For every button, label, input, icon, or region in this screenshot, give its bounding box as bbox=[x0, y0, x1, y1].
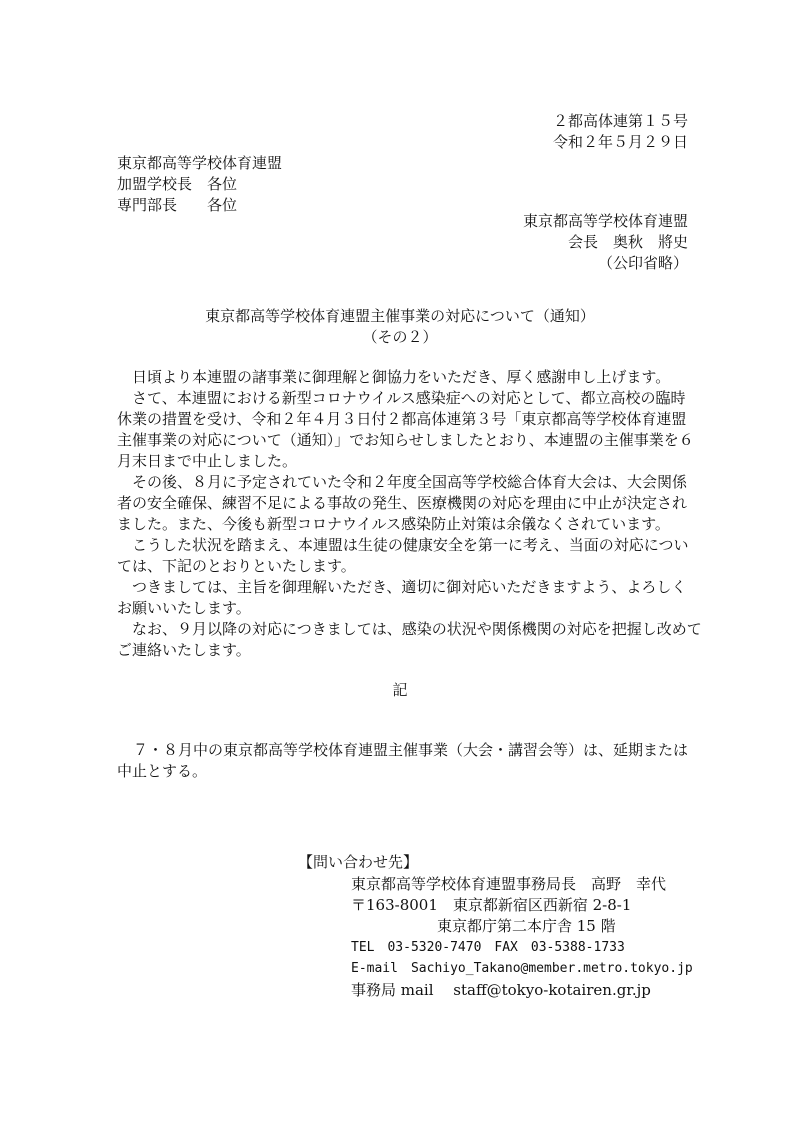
sender-name: 会長 奥秋 將史 bbox=[567, 233, 688, 251]
document-subtitle: （その２） bbox=[362, 328, 438, 346]
body-line: こうした状況を踏まえ、本連盟は生徒の健康安全を第一に考え、当面の対応につい bbox=[117, 536, 689, 554]
body-line: 月末日まで中止しました。 bbox=[117, 452, 298, 470]
document-number: ２都高体連第１５号 bbox=[552, 112, 688, 130]
document-title: 東京都高等学校体育連盟主催事業の対応について（通知） bbox=[205, 307, 595, 325]
recipient-department-heads: 専門部長 各位 bbox=[117, 196, 238, 214]
body-line: 者の安全確保、練習不足による事故の発生、医療機関の対応を理由に中止が決定され bbox=[117, 494, 688, 512]
document-date: 令和２年５月２９日 bbox=[552, 133, 688, 151]
body-line: ては、下記のとおりといたします。 bbox=[117, 557, 356, 575]
seal-note: （公印省略） bbox=[597, 254, 688, 272]
body-line: 日頃より本連盟の諸事業に御理解と御協力をいただき、厚く感謝申し上げます。 bbox=[117, 368, 671, 386]
body-line: 休業の措置を受け、令和２年４月３日付２都高体連第３号「東京都高等学校体育連盟 bbox=[117, 410, 687, 428]
notice-line: ７・８月中の東京都高等学校体育連盟主催事業（大会・講習会等）は、延期または bbox=[133, 741, 689, 759]
contact-office-mail: 事務局 mail staff@tokyo-kotairen.gr.jp bbox=[351, 981, 651, 999]
body-line: 主催事業の対応について（通知）」でお知らせしましたとおり、本連盟の主催事業を６ bbox=[117, 431, 694, 449]
body-line: つきましては、主旨を御理解いただき、適切に御対応いただきますよう、よろしく bbox=[117, 578, 687, 596]
recipient-principals: 加盟学校長 各位 bbox=[117, 175, 238, 193]
contact-heading: 【問い合わせ先】 bbox=[298, 853, 419, 871]
body-line: お願いいたします。 bbox=[117, 599, 251, 617]
body-line: ました。また、今後も新型コロナウイルス感染防止対策は余儀なくされています。 bbox=[117, 515, 670, 533]
body-line: ご連絡いたします。 bbox=[117, 641, 251, 659]
ki-heading: 記 bbox=[392, 681, 408, 699]
body-line: なお、９月以降の対応につきましては、感染の状況や関係機関の対応を把握し改めて bbox=[117, 620, 702, 638]
sender-org: 東京都高等学校体育連盟 bbox=[522, 212, 688, 230]
contact-phone-fax: TEL 03-5320-7470 FAX 03-5388-1733 bbox=[351, 940, 625, 955]
contact-postal: 〒163-8001 東京都新宿区西新宿 2-8-1 bbox=[351, 896, 632, 914]
notice-line: 中止とする。 bbox=[117, 762, 208, 780]
contact-person: 東京都高等学校体育連盟事務局長 高野 幸代 bbox=[351, 875, 667, 893]
contact-email: E-mail Sachiyo_Takano@member.metro.tokyo.jp bbox=[351, 961, 693, 976]
contact-building: 東京都庁第二本庁舎 15 階 bbox=[437, 917, 616, 935]
body-line: さて、本連盟における新型コロナウイルス感染症への対応として、都立高校の臨時 bbox=[117, 389, 686, 407]
body-line: その後、８月に予定されていた令和２年度全国高等学校総合体育大会は、大会関係 bbox=[117, 473, 688, 491]
recipient-org: 東京都高等学校体育連盟 bbox=[117, 154, 283, 172]
